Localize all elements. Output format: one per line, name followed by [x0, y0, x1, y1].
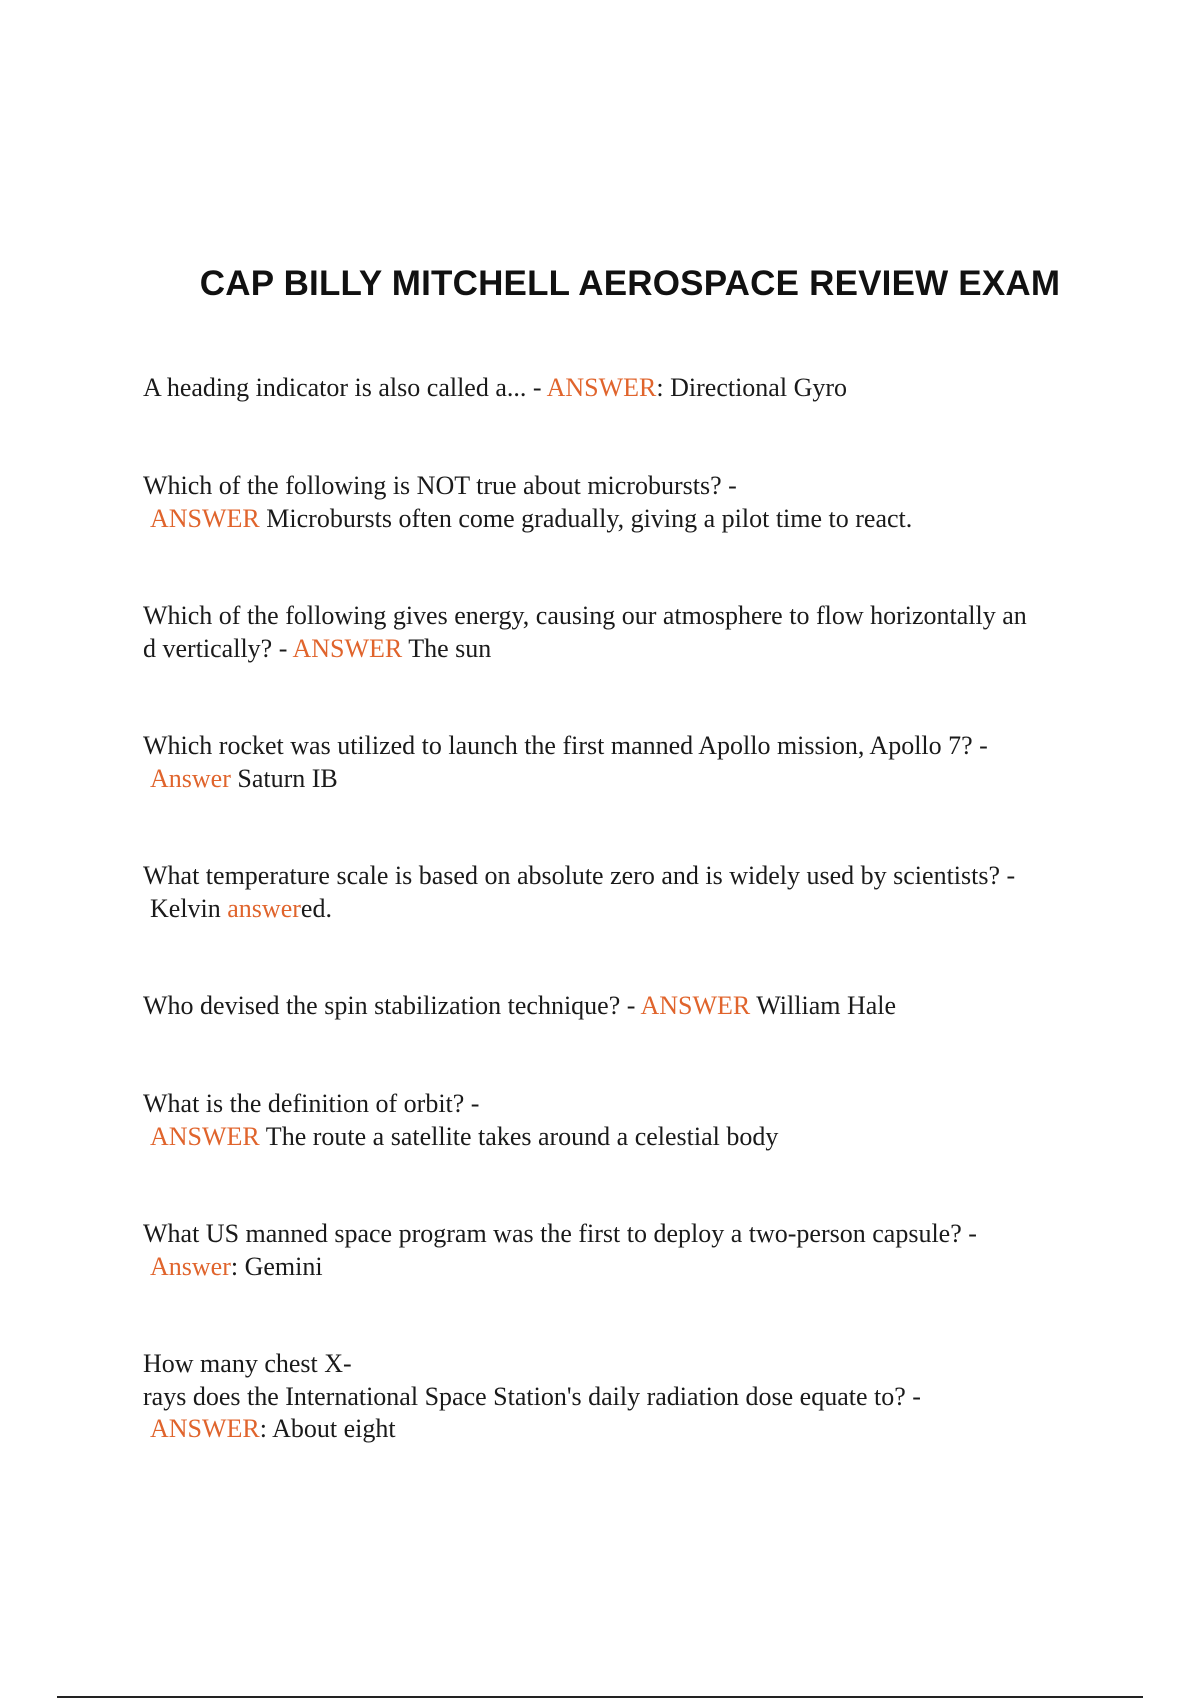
answer-label: ANSWER	[150, 1414, 260, 1443]
answer-label: ANSWER	[292, 633, 403, 663]
qa-item-6	[143, 990, 1103, 1023]
question-text: What US manned space program was the first to deploy a two-person capsule? -	[143, 1219, 977, 1248]
answer-label: ANSWER	[546, 373, 657, 402]
answer-line	[143, 763, 1103, 796]
question-text-continued: d vertically? -	[143, 633, 293, 663]
answer-label: Answer	[150, 763, 231, 793]
qa-line	[143, 990, 1103, 1023]
answer-line	[143, 1121, 1103, 1154]
answer-text: The sun	[402, 633, 492, 663]
answer-label: ANSWER	[640, 991, 751, 1020]
question-text: Which of the following is NOT true about microbursts? -	[143, 471, 737, 500]
answer-line	[143, 893, 1103, 926]
answer-text: The route a satellite takes around a celestial body	[259, 1121, 779, 1151]
answer-text: Saturn IB	[230, 763, 338, 793]
answer-text: : Gemini	[230, 1251, 323, 1281]
question-text: Who devised the spin stabilization technique? -	[143, 991, 641, 1020]
qa-item-1	[143, 372, 1103, 405]
qa-item-9	[143, 1348, 1103, 1446]
answer-label: Answer	[150, 1251, 231, 1281]
qa-item-8	[143, 1218, 1103, 1283]
answer-text: ed.	[300, 893, 332, 923]
qa-item-5	[143, 860, 1103, 925]
answer-text: : Directional Gyro	[656, 373, 847, 402]
document-title: CAP BILLY MITCHELL AEROSPACE REVIEW EXAM	[199, 264, 1061, 303]
question-text: What temperature scale is based on absolute zero and is widely used by scientists? -	[143, 861, 1016, 890]
answer-text: William Hale	[750, 991, 897, 1020]
answer-line	[143, 1251, 1103, 1284]
question-text: Which of the following gives energy, causing our atmosphere to flow horizontally an	[143, 601, 1027, 630]
qa-item-2	[143, 470, 1103, 535]
question-text: Which rocket was utilized to launch the first manned Apollo mission, Apollo 7? -	[143, 731, 988, 760]
question-text: What is the definition of orbit? -	[143, 1089, 480, 1118]
answer-text: : About eight	[259, 1414, 396, 1443]
qa-item-3	[143, 600, 1103, 665]
qa-item-7	[143, 1088, 1103, 1153]
qa-item-4	[143, 730, 1103, 795]
answer-label: ANSWER	[150, 1121, 260, 1151]
question-text: A heading indicator is also called a... -	[143, 373, 547, 402]
qa-line	[143, 633, 1103, 666]
answer-label: ANSWER	[150, 503, 260, 533]
answer-line	[143, 503, 1103, 536]
qa-line	[143, 372, 1103, 405]
answer-label: answer	[227, 893, 301, 923]
bottom-divider	[57, 1696, 1143, 1698]
question-text-continued: rays does the International Space Station's daily radiation dose equate to? -	[143, 1381, 921, 1411]
answer-text: Microbursts often come gradually, giving a pilot time to react.	[259, 503, 913, 533]
answer-prefix: Kelvin	[150, 893, 228, 923]
question-text: How many chest X-	[143, 1349, 352, 1378]
answer-line	[143, 1413, 1103, 1446]
